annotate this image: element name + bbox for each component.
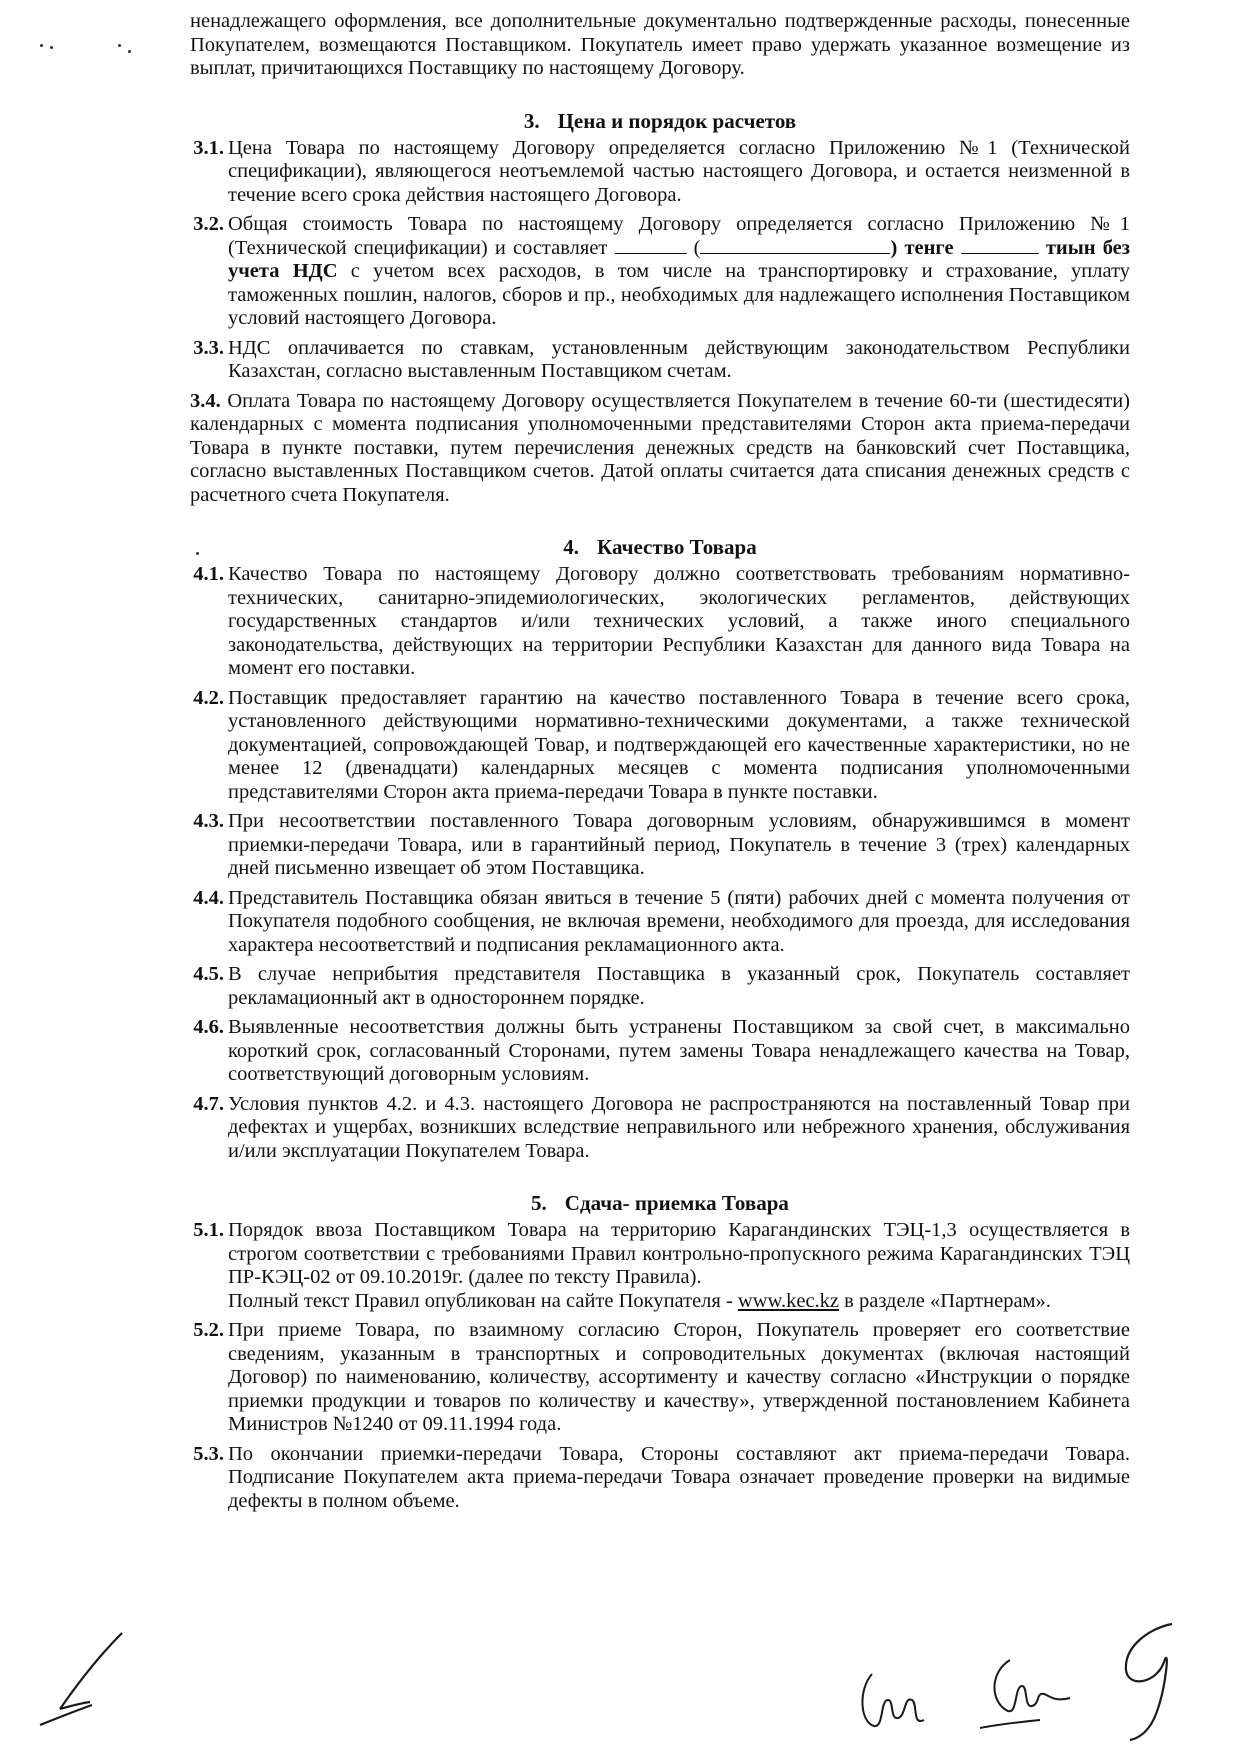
scan-speck [50,46,53,49]
section-number: 3. [523,108,540,133]
clause-3-3 [190,337,1130,384]
clause-number: 4.2. [193,686,224,709]
clause-4-2 [190,687,1130,805]
clause-3-2 [190,213,1130,331]
clause-text: НДС оплачивается по ставкам, установленным действующим законодательством Республики Казахстан, согласно выставленным Поставщиком счетам. [228,336,1130,382]
clause-4-6 [190,1016,1130,1087]
clause-text: По окончании приемки-передачи Товара, Стороны составляют акт приема-передачи Товара. Подписание Покупателем акта приема-передачи Товара означает проведение проверки на видимые дефекты в полном объеме. [228,1442,1130,1512]
clause-number: 3.1. [193,136,224,159]
clause-number: 4.1. [193,563,224,585]
clause-number: 4.5. [193,963,224,985]
tenge-label: ) тенге [890,236,954,259]
clause-text: В случае неприбытия представителя Поставщика в указанный срок, Покупатель составляет рекламационный акт в одностороннем порядке. [228,963,1130,1009]
amount-words-blank [700,239,890,254]
tiyn-blank [961,239,1039,254]
clause-4-4 [190,887,1130,958]
section-title: Сдача- приемка Товара [564,1191,789,1215]
clause-text: Качество Товара по настоящему Договору должно соответствовать требованиям нормативно-технических, санитарно-эпидемиологических, экологических регламентов, действующих государственных стандартов и/или технических условий, а также иного специального законодательства, действующих на территории Республики Казахстан для данного вида Товара на момент его поставки. [228,563,1130,679]
signature-initial-3 [1100,1618,1200,1748]
clause-5-3 [190,1443,1130,1514]
section-3-heading [190,109,1130,133]
section-title: Цена и порядок расчетов [557,108,797,133]
intro-paragraph: ненадлежащего оформления, все дополнительные документально подтвержденные расходы, понесенные Покупателем, возмещаются Поставщиком. Покупатель имеет право удержать указанное возмещение из выплат, причитающихся Поставщику по настоящему Договору. [190,10,1130,79]
section-title: Качество Товара [597,535,757,559]
clause-text-part: Общая стоимость Товара по настоящему Договору определяется согласно Приложению №1 (Технической спецификации) и составляет [228,213,1130,259]
section-4-heading [190,535,1130,559]
clause-5-2 [190,1319,1130,1437]
tiyn-label: тиын без учета НДС [228,236,1131,282]
clause-number: 3.3. [193,336,224,359]
clause-text-part: Порядок ввоза Поставщиком Товара на территорию Карагандинских ТЭЦ-1,3 осуществляется в строгом соответствии с требованиями Правил контрольно-пропускного режима Карагандинских ТЭЦ ПР-КЭЦ-02 от 09.10.2019г. (далее по тексту Правила). [228,1219,1130,1288]
open-paren: ( [693,236,701,259]
section-number: 4. [563,535,580,559]
clause-text: Поставщик предоставляет гарантию на качество поставленного Товара в течение всего срока, установленного действующими нормативно-техническими документами, а также технической документацией, сопровождающей Товар, и подтверждающей его качественные характеристики, но не менее 12 (двенадцати) календарных месяцев с момента подписания уполномоченными представителями Сторон акта приема-передачи Товара в пункте поставки. [228,686,1130,803]
section-5-heading [190,1191,1130,1215]
clause-text: Оплата Товара по настоящему Договору осуществляется Покупателем в течение 60-ти (шестидесяти) календарных с момента подписания уполномоченными представителями Сторон акта приема-передачи Товара в пункте поставки, путем перечисления денежных средств на банковский счет Поставщика, согласно выставленных Поставщиком счетов. Датой оплаты считается дата списания денежных средств с расчетного счета Покупателя. [190,389,1130,506]
clause-number: 5.3. [193,1442,224,1465]
clause-text: Условия пунктов 4.2. и 4.3. настоящего Договора не распространяются на поставленный Товар при дефектах и ущербах, возникших вследствие неправильного или небрежного хранения, обслуживания и/или эксплуатации Покупателем Товара. [228,1092,1130,1162]
clause-number: 4.7. [193,1092,224,1115]
clause-number: 3.2. [193,213,224,235]
clause-text-part: с учетом всех расходов, в том числе на транспортировку и страхование, уплату таможенных пошлин, налогов, сборов и пр., необходимых для надлежащего исполнения Поставщиком условий настоящего Договора. [228,260,1131,329]
clause-number: 4.4. [193,886,224,909]
website-note-end: в разделе «Партнерам». [844,1289,1051,1312]
clause-text [228,213,1130,331]
signature-initial-left [30,1625,140,1735]
scan-speck [118,44,121,47]
signature-initial-2 [970,1650,1080,1740]
amount-blank [615,239,687,254]
clause-number: 3.4. [190,389,221,412]
signature-initial-1 [850,1660,940,1740]
website-note: Полный текст Правил опубликован на сайте Покупателя - [228,1289,733,1312]
clause-3-4 [190,390,1130,508]
clause-number: 5.2. [193,1319,224,1341]
clause-text: При несоответствии поставленного Товара договорным условиям, обнаружившимся в момент приемки-передачи Товара, или в гарантийный период, Покупатель в течение 3 (трех) календарных дней письменно извещает об этом Поставщика. [228,810,1130,879]
scan-speck [128,50,131,53]
clause-text: Цена Товара по настоящему Договору определяется согласно Приложению №1 (Технической спецификации), являющегося неотъемлемой частью настоящего Договора, и остается неизменной в течение всего срока действия настоящего Договора. [228,136,1130,206]
clause-5-1 [190,1219,1130,1313]
clause-4-1 [190,563,1130,681]
clause-4-3 [190,810,1130,881]
clause-text: Представитель Поставщика обязан явиться в течение 5 (пяти) рабочих дней с момента получения от Покупателя подобного сообщения, не включая времени, необходимого для проезда, для исследования характера несоответствий и подписания рекламационного акта. [228,886,1130,956]
clause-text: При приеме Товара, по взаимному согласию Сторон, Покупатель проверяет его соответствие сведениям, указанным в транспортных и сопроводительных документах (включая настоящий Договор) по наименованию, количеству, ассортименту и качеству согласно «Инструкции о порядке приемки продукции и товаров по количеству и качеству», утвержденной постановлением Кабинета Министров №1240 от 09.11.1994 года. [228,1319,1130,1435]
clause-number: 4.3. [193,810,224,832]
clause-4-7 [190,1093,1130,1164]
clause-4-5 [190,963,1130,1010]
clause-number: 4.6. [193,1016,224,1038]
clause-text-part [228,1290,1130,1314]
document-body [190,10,1130,1519]
kec-website-link[interactable]: www.kec.kz [737,1289,840,1312]
clause-3-1 [190,137,1130,208]
scan-speck [40,44,43,47]
clause-number: 5.1. [193,1219,224,1241]
section-number: 5. [531,1191,547,1215]
clause-text [228,1219,1130,1313]
clause-text: Выявленные несоответствия должны быть устранены Поставщиком за свой счет, в максимально короткий срок, согласованный Сторонами, путем замены Товара ненадлежащего качества на Товар, соответствующий договорным условиям. [228,1016,1130,1085]
